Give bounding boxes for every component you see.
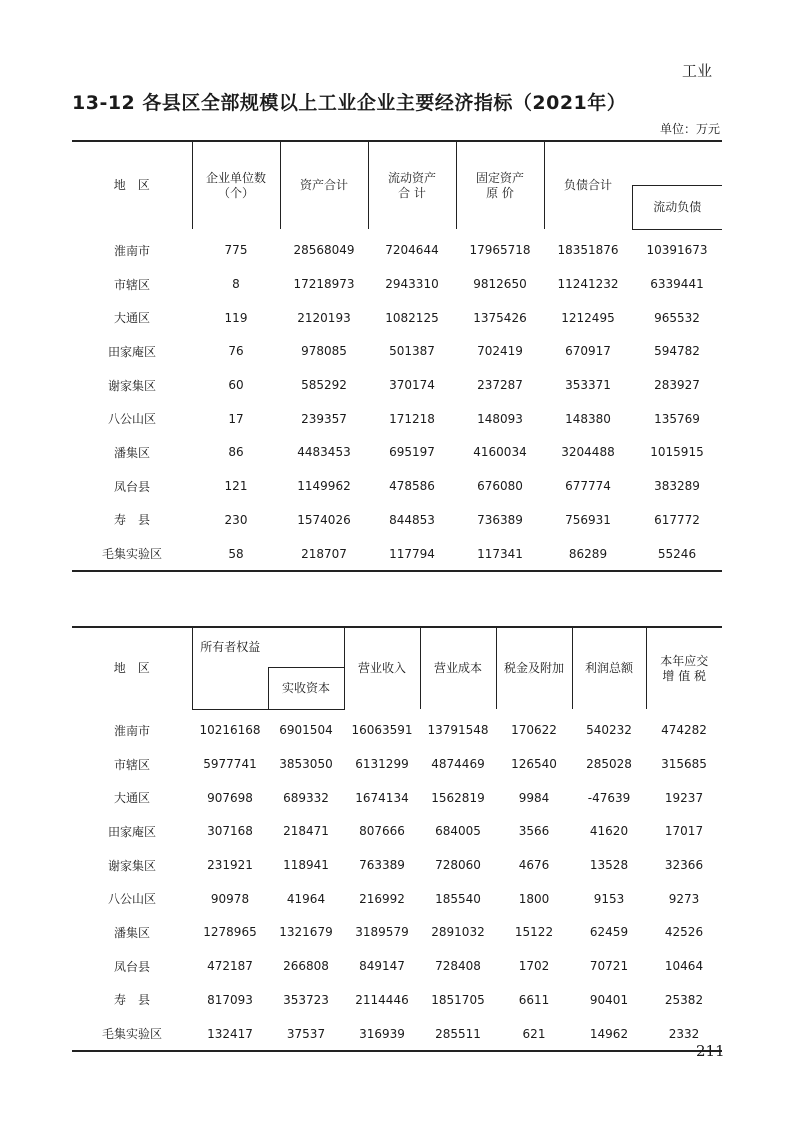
value-cell: 41964	[286, 891, 326, 906]
value-cell: 728060	[435, 858, 481, 873]
col-header-current-assets-text: 流动资产合 计	[387, 170, 436, 200]
value-cell: 25382	[664, 992, 704, 1007]
value-cell: 32366	[664, 858, 704, 873]
value-cell: 86	[228, 445, 244, 460]
value-cell: 285028	[586, 757, 632, 772]
value-cell: 11241232	[557, 277, 619, 292]
region-cell: 凤台县	[113, 959, 150, 974]
value-cell: 383289	[654, 479, 700, 494]
region-cell: 淮南市	[113, 243, 150, 258]
col-header-fixed-assets-text: 固定资产原 价	[475, 170, 524, 200]
col-header-paid-in-capital: 实收资本	[268, 667, 344, 709]
value-cell: 42526	[664, 925, 704, 940]
value-cell: 1562819	[431, 790, 485, 805]
value-cell: 171218	[389, 411, 435, 426]
value-cell: 3204488	[561, 445, 615, 460]
value-cell: 216992	[359, 891, 405, 906]
value-cell: 585292	[301, 378, 347, 393]
value-cell: 28568049	[293, 243, 355, 258]
value-cell: 17218973	[293, 277, 355, 292]
table-row	[72, 848, 722, 882]
value-cell: 135769	[654, 411, 700, 426]
value-cell: 86289	[544, 537, 632, 572]
value-cell: 13791548	[427, 723, 489, 738]
value-cell: 478586	[389, 479, 435, 494]
value-cell: 907698	[207, 790, 253, 805]
col-header-region-2: 地 区	[72, 627, 192, 709]
value-cell: 62459	[589, 925, 629, 940]
value-cell: 684005	[435, 824, 481, 839]
col-header-cost: 营业成本	[420, 627, 496, 709]
value-cell: 285511	[420, 1017, 496, 1052]
value-cell: 315685	[661, 757, 707, 772]
col-header-total-assets: 资产合计	[280, 141, 368, 229]
page-number: 211	[696, 1042, 725, 1060]
region-cell: 田家庵区	[107, 344, 156, 359]
col-header-enterprises-text: 企业单位数（个）	[205, 170, 266, 200]
value-cell: 17965718	[469, 243, 531, 258]
value-cell: 677774	[565, 479, 611, 494]
table-row	[72, 229, 722, 267]
value-cell: 90978	[210, 891, 250, 906]
region-cell: 大通区	[113, 791, 150, 806]
table-row	[72, 815, 722, 849]
value-cell: 283927	[654, 378, 700, 393]
region-cell: 潘集区	[113, 925, 150, 940]
value-cell: 670917	[565, 344, 611, 359]
value-cell: 5977741	[203, 757, 257, 772]
region-cell: 谢家集区	[107, 858, 156, 873]
value-cell: 17	[228, 411, 244, 426]
value-cell: 4483453	[297, 445, 351, 460]
table-assets-liabilities	[72, 140, 722, 572]
value-cell: 6901504	[279, 723, 333, 738]
col-header-vat-text: 本年应交增 值 税	[660, 653, 709, 683]
value-cell: 1375426	[473, 310, 527, 325]
value-cell: 9984	[518, 790, 550, 805]
value-cell: 118941	[283, 858, 329, 873]
value-cell: 1674134	[355, 790, 409, 805]
col-header-liabilities-spacer	[632, 141, 722, 185]
value-cell: 218707	[280, 537, 368, 572]
table-row	[72, 503, 722, 537]
value-cell: 6339441	[650, 277, 704, 292]
region-cell: 淮南市	[113, 723, 150, 738]
value-cell: 370174	[389, 378, 435, 393]
col-header-vat	[646, 627, 722, 709]
value-cell: 849147	[359, 959, 405, 974]
value-cell: 540232	[586, 723, 632, 738]
value-cell: 844853	[389, 512, 435, 527]
region-cell: 谢家集区	[107, 378, 156, 393]
col-header-total-liabilities: 负债合计	[544, 141, 632, 229]
col-header-equity-spacer	[268, 627, 344, 667]
region-cell: 田家庵区	[107, 824, 156, 839]
value-cell: 3189579	[355, 925, 409, 940]
value-cell: 756931	[565, 512, 611, 527]
value-cell: 978085	[301, 344, 347, 359]
value-cell: 763389	[359, 858, 405, 873]
value-cell: 594782	[654, 344, 700, 359]
value-cell: 1015915	[650, 445, 704, 460]
value-cell: 6611	[518, 992, 550, 1007]
value-cell: 307168	[207, 824, 253, 839]
unit-label: 单位：万元	[660, 122, 721, 136]
value-cell: 4160034	[473, 445, 527, 460]
value-cell: 9812650	[473, 277, 527, 292]
value-cell: 19237	[664, 790, 704, 805]
region-cell: 毛集实验区	[72, 537, 192, 572]
value-cell: 15122	[514, 925, 554, 940]
col-header-owners-equity: 所有者权益	[192, 627, 268, 667]
value-cell: 37537	[268, 1017, 344, 1052]
table-row	[72, 983, 722, 1017]
value-cell: 60	[228, 378, 244, 393]
value-cell: 695197	[389, 445, 435, 460]
table-row	[72, 267, 722, 301]
value-cell: 231921	[207, 858, 253, 873]
value-cell: 119	[224, 310, 248, 325]
value-cell: 736389	[477, 512, 523, 527]
value-cell: 148093	[477, 411, 523, 426]
value-cell: 1574026	[297, 512, 351, 527]
value-cell: 70721	[589, 959, 629, 974]
value-cell: 13528	[589, 858, 629, 873]
value-cell: 58	[192, 537, 280, 572]
value-cell: 1851705	[431, 992, 485, 1007]
value-cell: 617772	[654, 512, 700, 527]
value-cell: 1082125	[385, 310, 439, 325]
table-row	[72, 335, 722, 369]
table1-body	[72, 229, 722, 571]
value-cell: 1149962	[297, 479, 351, 494]
value-cell: 10216168	[199, 723, 261, 738]
col-header-region: 地 区	[72, 141, 192, 229]
region-cell: 市辖区	[113, 277, 150, 292]
col-header-fixed-assets	[456, 141, 544, 229]
value-cell: 90401	[589, 992, 629, 1007]
col-header-revenue: 营业收入	[344, 627, 420, 709]
value-cell: 148380	[565, 411, 611, 426]
region-cell: 市辖区	[113, 757, 150, 772]
value-cell: 239357	[301, 411, 347, 426]
value-cell: 689332	[283, 790, 329, 805]
value-cell: 18351876	[557, 243, 619, 258]
value-cell: 126540	[511, 757, 557, 772]
page-title: 13-12 各县区全部规模以上工业企业主要经济指标（2021年）	[72, 92, 627, 114]
value-cell: 6131299	[355, 757, 409, 772]
col-header-current-liabilities: 流动负债	[632, 185, 722, 229]
table-row	[72, 949, 722, 983]
table-row	[72, 301, 722, 335]
table-row	[72, 1017, 722, 1052]
region-cell: 寿 县	[113, 513, 150, 528]
value-cell: 14962	[572, 1017, 646, 1052]
value-cell: 1278965	[203, 925, 257, 940]
value-cell: 7204644	[385, 243, 439, 258]
value-cell: 10391673	[646, 243, 708, 258]
value-cell: 117794	[368, 537, 456, 572]
value-cell: 1800	[518, 891, 550, 906]
value-cell: 55246	[632, 537, 722, 572]
section-tag: 工业	[682, 62, 713, 80]
value-cell: 817093	[207, 992, 253, 1007]
value-cell: 3853050	[279, 757, 333, 772]
table-row	[72, 402, 722, 436]
value-cell: 9273	[668, 891, 700, 906]
value-cell: 353723	[283, 992, 329, 1007]
value-cell: 230	[224, 512, 248, 527]
value-cell: 353371	[565, 378, 611, 393]
table-row	[72, 368, 722, 402]
value-cell: 121	[224, 479, 248, 494]
value-cell: 10464	[664, 959, 704, 974]
value-cell: -47639	[587, 790, 631, 805]
value-cell: 185540	[435, 891, 481, 906]
value-cell: 316939	[344, 1017, 420, 1052]
value-cell: 1702	[518, 959, 550, 974]
value-cell: 16063591	[351, 723, 413, 738]
value-cell: 501387	[389, 344, 435, 359]
value-cell: 3566	[518, 824, 550, 839]
value-cell: 1321679	[279, 925, 333, 940]
table-row	[72, 469, 722, 503]
region-cell: 凤台县	[113, 479, 150, 494]
value-cell: 2332	[646, 1017, 722, 1052]
value-cell: 132417	[192, 1017, 268, 1052]
region-cell: 大通区	[113, 311, 150, 326]
value-cell: 1212495	[561, 310, 615, 325]
value-cell: 702419	[477, 344, 523, 359]
value-cell: 266808	[283, 959, 329, 974]
value-cell: 2120193	[297, 310, 351, 325]
table2-body	[72, 709, 722, 1051]
value-cell: 8	[232, 277, 240, 292]
value-cell: 218471	[283, 824, 329, 839]
col-header-equity-blank	[192, 667, 268, 709]
value-cell: 728408	[435, 959, 481, 974]
value-cell: 474282	[661, 723, 707, 738]
value-cell: 237287	[477, 378, 523, 393]
value-cell: 4676	[518, 858, 550, 873]
value-cell: 775	[224, 243, 248, 258]
value-cell: 2891032	[431, 925, 485, 940]
value-cell: 472187	[207, 959, 253, 974]
region-cell: 毛集实验区	[72, 1017, 192, 1052]
value-cell: 807666	[359, 824, 405, 839]
value-cell: 170622	[511, 723, 557, 738]
table-row	[72, 709, 722, 747]
value-cell: 4874469	[431, 757, 485, 772]
table-row	[72, 436, 722, 470]
region-cell: 寿 县	[113, 993, 150, 1008]
value-cell: 17017	[664, 824, 704, 839]
col-header-enterprises	[192, 141, 280, 229]
value-cell: 676080	[477, 479, 523, 494]
col-header-taxes: 税金及附加	[496, 627, 572, 709]
value-cell: 117341	[456, 537, 544, 572]
value-cell: 965532	[654, 310, 700, 325]
value-cell: 76	[228, 344, 244, 359]
value-cell: 2943310	[385, 277, 439, 292]
region-cell: 八公山区	[107, 892, 156, 907]
col-header-profit: 利润总额	[572, 627, 646, 709]
table-row	[72, 916, 722, 950]
table-row	[72, 882, 722, 916]
col-header-current-assets	[368, 141, 456, 229]
value-cell: 621	[496, 1017, 572, 1052]
value-cell: 41620	[589, 824, 629, 839]
region-cell: 八公山区	[107, 412, 156, 427]
table-row	[72, 781, 722, 815]
region-cell: 潘集区	[113, 445, 150, 460]
value-cell: 2114446	[355, 992, 409, 1007]
value-cell: 9153	[593, 891, 625, 906]
table-row	[72, 537, 722, 572]
table-equity-income	[72, 626, 722, 1052]
table-row	[72, 747, 722, 781]
